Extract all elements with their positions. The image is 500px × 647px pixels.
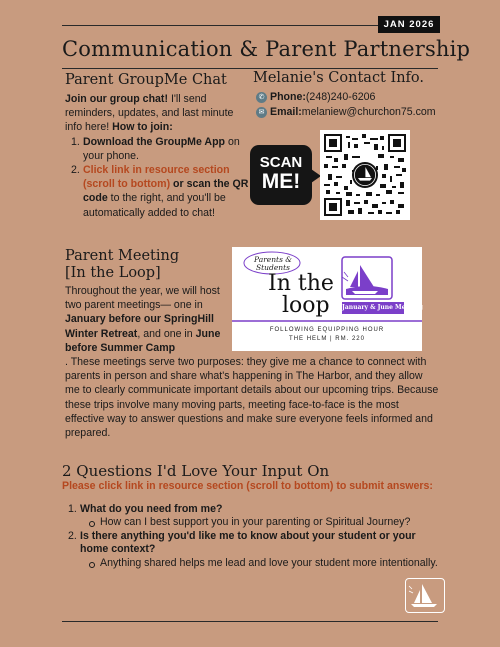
meeting-text-start: Throughout the year, we will host two parent meetings— one in: [65, 285, 220, 312]
title-rule: [62, 68, 438, 69]
question-text: Is there anything you'd like me to know about your student or your home context?: [80, 529, 416, 556]
scan-me-bubble: [250, 145, 312, 205]
flyer-footer-line2: THE HELM | RM. 220: [289, 336, 365, 342]
step-bold: Download the GroupMe App: [83, 135, 226, 148]
questions-instruction[interactable]: Please click link in resource section (scroll to bottom) to submit answers:: [62, 480, 433, 492]
groupme-heading: Parent GroupMe Chat: [65, 72, 227, 88]
question-1: [62, 503, 442, 530]
question-subpoint: How can I best support you in your parenting or Spiritual Journey?: [86, 516, 442, 529]
questions-list: [62, 503, 442, 570]
resource-link-text[interactable]: Click link in resource section (scroll to bottom): [83, 164, 230, 191]
email-row: [256, 106, 436, 118]
flyer-title-line1: In the: [268, 271, 334, 296]
question-text: What do you need from me?: [80, 503, 223, 515]
groupme-step-2: [65, 163, 250, 220]
phone-label: Phone:: [270, 91, 306, 103]
groupme-qr-code[interactable]: [320, 130, 410, 220]
meeting-heading-line1: Parent Meeting: [65, 248, 180, 264]
email-value[interactable]: melaniew@churchon75.com: [301, 106, 436, 118]
groupme-intro-text: I'll send reminders, updates, and last minute info here!: [65, 93, 234, 134]
date-badge: JAN 2026: [378, 16, 440, 33]
question-number: 2.: [68, 529, 77, 542]
meeting-june-bold: June before Summer Camp: [65, 327, 221, 354]
qr-pattern: [324, 134, 406, 216]
step-number: 2.: [71, 164, 80, 177]
questions-heading: 2 Questions I'd Love Your Input On: [62, 462, 330, 480]
scan-text: SCAN: [259, 154, 303, 171]
sailboat-icon: [406, 579, 443, 611]
question-subpoint: Anything shared helps me lead and love your student more intentionally.: [86, 557, 442, 570]
groupme-step-1: [65, 135, 250, 163]
email-icon: ✉: [256, 107, 267, 118]
meeting-paragraph-a: [65, 284, 228, 355]
meeting-paragraph-b: [65, 355, 440, 440]
flyer-footer-line1: FOLLOWING EQUIPPING HOUR: [269, 327, 385, 333]
meeting-text-end: . These meetings serve two purposes: they give me a chance to connect with parents in person and share what's happening in The Harbor, and they allow me to clearly communicate important details about our upcoming trips. Because these trips involve many moving parts, meeting face-to-face is the most effective way to answer questions and make sure everyone feels informed and prepared.: [65, 356, 439, 440]
flyer-tag: Parents & Students: [254, 255, 292, 272]
meeting-january-bold: January before our SpringHill Winter Retreat: [65, 313, 214, 340]
contact-heading: Melanie's Contact Info.: [253, 70, 425, 86]
flyer-title-line2: loop: [282, 293, 330, 318]
groupme-intro-bold: Join our group chat!: [65, 93, 168, 105]
question-1-sub: [86, 516, 442, 529]
phone-row: [256, 91, 375, 103]
page-title: Communication & Parent Partnership: [62, 37, 471, 61]
groupme-how-to: How to join:: [112, 121, 173, 134]
question-2: [62, 530, 442, 570]
bottom-rule: [62, 621, 438, 622]
phone-value[interactable]: (248)240-6206: [305, 91, 376, 103]
phone-icon: ✆: [256, 92, 267, 103]
step-bold: or scan the QR code: [83, 178, 249, 205]
step-number: 1.: [71, 135, 80, 148]
harbor-sailboat-logo: [405, 578, 445, 613]
questions-ordered-list: [62, 503, 442, 570]
groupme-body: [65, 92, 250, 220]
groupme-steps: [65, 135, 250, 220]
in-the-loop-flyer: [232, 247, 422, 351]
meeting-text-mid: , and one in: [137, 327, 196, 340]
question-number: 1.: [68, 503, 77, 515]
question-2-sub: [86, 557, 442, 570]
step-text: to the right, and you'll be automatically added to chat!: [83, 192, 226, 219]
email-label: Email:: [270, 106, 302, 118]
flyer-banner: January & June Meeting: [342, 304, 423, 311]
step-text: on your phone.: [83, 135, 240, 162]
meeting-heading-line2: [In the Loop]: [65, 265, 161, 281]
me-text: ME!: [261, 170, 301, 193]
